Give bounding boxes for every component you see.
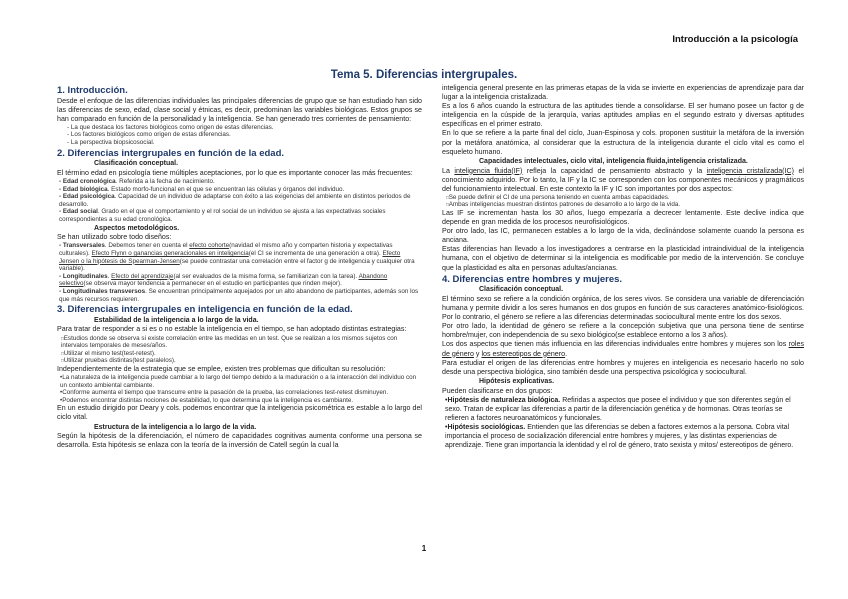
term: Hipótesis sociológicas. [447,423,526,431]
term: - Edad cronológica [59,177,116,185]
paragraph: El término sexo se refiere a la condición orgánica, de los seres vivos. Se considera una variable de diferenciación humana y permite dividir a los seres humanos en dos grupos en función de sus caracteres anatómico-fisiológicos. Por lo contrario, el género se refiere a las diferencias determinadas sociocultural mente entre los dos sexos. [442,294,804,322]
list-item [442,423,804,450]
text: . [565,349,568,358]
text: (se puede contrastar una correlación entre el factor g de inteligencia y cualquier otra variable). [59,257,415,273]
subsection-heading: Capacidades intelectuales, ciclo vital, inteligencia fluida,inteligencia cristalizada. [479,157,748,165]
underlined-term: Efecto del aprendizaje [111,272,174,280]
paragraph: El término edad en psicología tiene múltiples aceptaciones, por lo que es importante conocer las más frecuentes: [57,168,413,177]
paragraph [442,340,804,358]
definition: . Grado en el que el comportamiento y el rol social de un individuo se ajusta a las expectativas sociales correspondientes a su edad cronológica. [59,208,386,223]
section-heading: 1. Introducción. [57,85,128,96]
text: el conocimiento adquirido. Por lo tanto, la IF y la IC se corresponden con los componentes mecánicos y pragmáticos del funcionamiento intelectual. En este contexto la IF y IC son importantes por dos aspectos: [442,166,805,193]
list-item: • Conforme aumenta el tiempo que transcurre entre la pasación de la prueba, las correlaciones test-retest disminuyen. [57,389,422,397]
underlined-term: Abandono selectivo [59,272,388,288]
section-heading: 4. Diferencias entre hombres y mujeres. [442,273,623,285]
subsection-heading: Aspectos metodológicos. [94,224,180,232]
term: - Transversales [59,242,105,250]
text: Los dos aspectos que tienen más influencia en las diferencias individuales entre hombres y mujeres son los [442,340,789,349]
text: . [107,272,112,280]
list-item [57,186,422,194]
paragraph: Desde el enfoque de las diferencias individuales las principales diferencias de grupo que se han estudiado han sido las diferencias de sexo, edad, clase social y étnicas, es decir, predominan las variables biológicas. Estos grupos se han comparado en función de la personalidad y la inteligencia. Se han generado tres corrientes de pensamiento: [57,96,422,123]
list-item: - Los factores biológicos como origen de estas diferencias. [67,131,231,139]
document-title: Tema 5. Diferencias intergrupales. [330,69,518,81]
text: . Debemos tener en cuenta el [104,242,190,250]
subsection-heading: Estabilidad de la inteligencia a lo largo de la vida. [94,316,259,324]
paragraph: Para estudiar el origen de las diferencias entre hombres y mujeres en inteligencia es necesario hacerlo no solo desde una perspectiva biológica, sino también desde una perspectiva psicológica y sociocultural. [442,358,804,376]
paragraph [442,167,804,194]
paragraph: En lo que se refiere a la parte final del ciclo, Juan-Espinosa y cols. proponen sustituir la metáfora de la inversión por la metáfora anatómica, al considerar que la estructura de la inteligencia durante el ciclo vital es como el esqueleto humano. [442,129,804,156]
list-item [57,178,422,186]
list-item [57,288,422,303]
paragraph: Por otro lado, las IC, permanecen estables a lo largo de la vida, declinándose solamente cuando la persona es anciana. [442,227,804,245]
paragraph: En un estudio dirigido por Deary y cols. podemos encontrar que la inteligencia psicométrica es estable a lo largo del ciclo vital. [57,404,422,422]
list-item: □ Estudios donde se observa si existe correlación entre las medidas en un test. Que se realizan a los mismos sujetos con intervalos temporales de meses/años. [57,335,422,350]
left-column [57,84,422,451]
underlined-term: efecto cohorte [189,242,230,250]
list [57,335,422,365]
list [57,124,422,147]
definition: . Referida a la fecha de nacimiento. [115,177,215,185]
list-item [57,193,422,208]
list-item: □ Utilizar el mismo test(test-retest). [57,350,422,358]
definition: Entienden que las diferencias se deben a factores externos a la persona. Cobra vital importancia el proceso de socialización diferencial entre hombres y mujeres, y las distintas experiencias de aprendizaje. Tiene gran importancia la identidad y el rol de género, trato sexista y mitos/ estereotipos de género. [445,423,794,449]
term: - Edad social [59,208,98,216]
definition: Refiridas a aspectos que posee el individuo y que son diferentes según el sexo. Tratan de explicar las diferencias a partir de la diferenciación genética y de hormonas. Otras teorías se refieren a factores neuroanatómicos y funcionales. [445,396,791,422]
list-item: □ Utilizar pruebas distintas(test paralelos). [57,357,422,365]
list [57,374,422,404]
underlined-term: inteligencia fluida(IF) [454,166,523,175]
document-header: Introducción a la psicología [672,34,798,45]
subsection-heading: Clasificación conceptual. [94,160,179,168]
list-item: • La naturaleza de la inteligencia puede cambiar a lo largo del tiempo debido a la maduración o a la interacción del individuo con un contexto ambiental cambiante. [57,374,422,389]
paragraph: Por otro lado, la identidad de género se refiere a la concepción subjetiva que una persona tiene de sentirse hombre/mujer, con independencia de su sexo biológico(se establece entorno a los 3 años). [442,322,804,340]
term: - Longitudinales transversos [59,287,146,295]
underlined-term: los estereotipos de género [481,349,566,358]
text: y [473,349,482,358]
subsection-heading: Hipótesis explicativas. [479,377,555,385]
section-heading: 2. Diferencias intergrupales en función de la edad. [57,147,285,159]
underlined-term: inteligencia cristalizada(IC) [706,166,794,175]
text: (el CI se incrementa de una generación a otra). [248,250,383,257]
list-item: - La perspectiva biopsicosocial. [67,138,155,146]
underlined-term: roles de género [442,340,804,358]
right-column [442,84,804,450]
text: . Se encuentran principalmente aquejados por un alto abandono de participantes, además son los que más recursos requieren. [59,287,419,303]
text: refleja la capacidad de pensamiento abstracto y la [522,166,707,175]
paragraph: Estas diferencias han llevado a los investigadores a centrarse en la plasticidad intraindividual de la inteligencia humana, con el objetivo de determinar si la inteligencia es modificable por medio de la intervención. Se concluye que la plasticidad es alta en personas adultas/ancianas. [442,245,804,272]
list-item [57,273,422,288]
paragraph: Es a los 6 años cuando la estructura de las aptitudes tiende a consolidarse. El ser humano posee un factor g de inteligencia en la cúspide de la jerarquía, varias aptitudes amplias en el segundo estrato y diversas aptitudes específicas en el primer estrato. [442,102,804,129]
text: (navidad el mismo año y comparten historia y expectativas culturales). [59,242,393,257]
list-item: □ Ambas inteligencias muestran distintos patrones de desarrollo a lo largo de la vida. [442,201,804,209]
list [57,178,422,224]
section-heading: 3. Diferencias intergrupales en inteligencia en función de la edad. [57,304,353,316]
term: Hipótesis de naturaleza biológica. [447,396,561,404]
paragraph: Para tratar de responder a si es o no estable la inteligencia en el tiempo, se han adoptado distintas estrategias: [57,325,407,334]
term: - Edad biológica [59,185,108,193]
list-item: • Podemos encontrar distintas nociones de estabilidad, lo que determina que la inteligencia es cambiante. [57,397,422,405]
text: (al ser evaluados de la misma forma, se familiarizan con la tarea). [173,272,359,280]
list-item [442,396,804,423]
list [442,396,804,450]
underlined-term: Efecto Flynn o ganancias generacionales en inteligencia [91,250,249,257]
paragraph: Se han utilizado sobre todo diseños: [57,233,172,242]
subsection-heading: Estructura de la inteligencia a lo largo de la vida. [94,423,257,431]
list-item: - La que destaca los factores biológicos como origen de estas diferencias. [67,123,274,131]
definition: . Capacidad de un individuo de adaptarse con éxito a las exigencias del ambiente en distintos periodos de desarrollo. [59,193,411,208]
text: La [442,166,455,175]
list [442,194,804,209]
paragraph: Independientemente de la estrategia que se emplee, existen tres problemas que dificultan su resolución: [57,364,386,373]
page-number: 1 [421,544,427,553]
paragraph: Pueden clasificarse en dos grupos: [442,386,553,395]
list [57,242,422,303]
definition: . Estado morfo-funcional en el que se encuentran las células y órganos del individuo. [107,185,345,193]
list-item [57,242,422,272]
list-item [57,208,422,223]
text: (se observa mayor tendencia a permanecer en el estudio en participantes que rinden mejor). [83,280,342,288]
paragraph: Según la hipótesis de la diferenciación, el número de capacidades cognitivas aumenta conforme una persona se desarrolla. Esta hipótesis se enlaza con la teoría de la inversión de Catell según la cual la [57,432,422,450]
term: - Edad psicológica [59,193,115,201]
term: - Longitudinales [59,272,108,280]
list-item: □ Se puede definir el CI de una persona teniendo en cuenta ambas capacidades. [442,194,804,202]
paragraph: Las IF se incrementan hasta los 30 años, luego empezaría a decrecer lentamente. Este declive indica que depende en gran medida de los procesos neurofisiológicos. [442,209,804,227]
subsection-heading: Clasificación conceptual. [479,286,564,294]
underlined-term: Efecto Jensen o la hipótesis de Spearman-Jensen [59,250,401,265]
paragraph: inteligencia general presente en las primeras etapas de la vida se invierte en experiencias de aprendizaje para dar lugar a la inteligencia cristalizada. [442,84,804,102]
